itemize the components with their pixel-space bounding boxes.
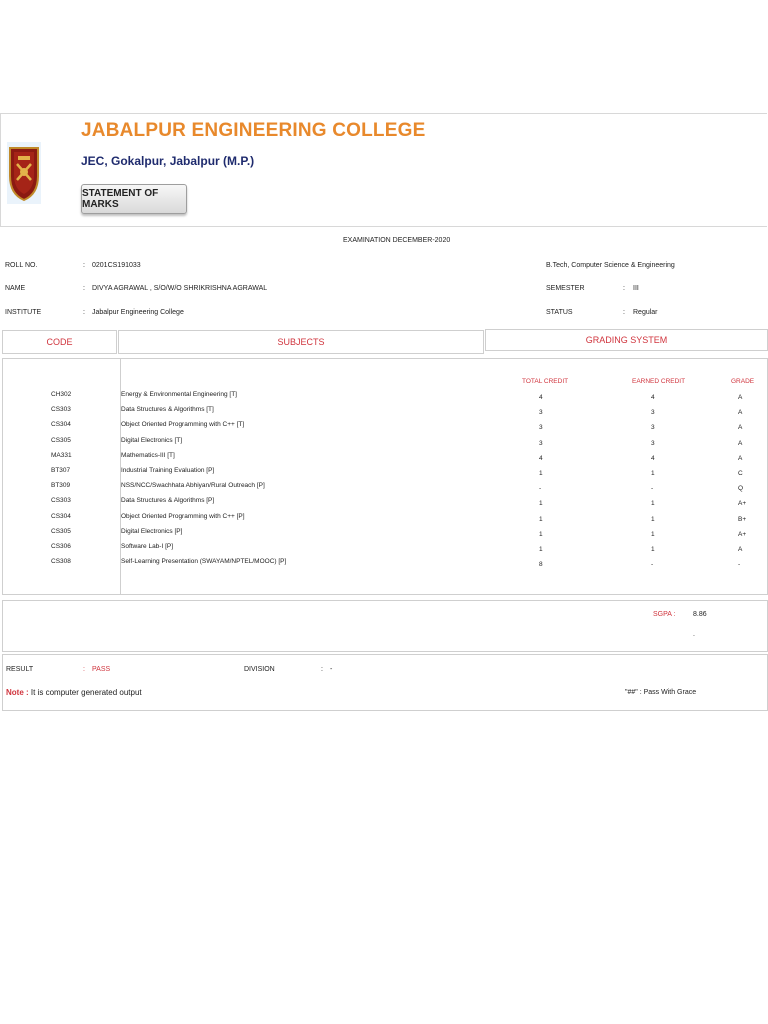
division-label: DIVISION [244,666,275,673]
sgpa-label: SGPA : [653,611,676,618]
grade: Q [738,485,744,493]
college-name: JABALPUR ENGINEERING COLLEGE [81,120,426,141]
result-section [2,654,768,711]
subject-code: BT307 [51,467,71,474]
subject-code: CS306 [51,543,71,550]
earned-credit: 1 [651,546,655,553]
note-label: Note : [6,688,29,697]
name-value: DIVYA AGRAWAL , S/O/W/O SHRIKRISHNA AGRAWAL [92,285,268,292]
marks-statement [0,113,768,710]
earned-credit: 1 [651,515,655,523]
grading-system-header: GRADING SYSTEM [485,329,768,351]
earned-credit: 3 [651,424,655,432]
grade: A [738,409,743,417]
subjects-header: SUBJECTS [118,330,484,354]
semester-sep: : [623,285,625,292]
grade: A+ [738,500,747,508]
subject-name: Software Lab-I [P] [121,543,174,550]
subject-code: CS305 [51,436,71,444]
grade: - [738,561,741,569]
subject-name: Data Structures & Algorithms [T] [121,406,214,414]
grade-header: GRADE [731,378,755,385]
institute-sep: : [83,309,85,316]
roll-label: ROLL NO. [5,262,38,269]
status-sep: : [623,309,625,316]
college-address: JEC, Gokalpur, Jabalpur (M.P.) [81,154,255,168]
subject-name: Industrial Training Evaluation [P] [121,467,215,474]
total-credit: 4 [539,454,543,462]
subject-name: Object Oriented Programming with C++ [T] [121,421,245,429]
total-credit: 3 [539,439,543,447]
sgpa-value: 8.86 [693,611,707,618]
subject-name: Digital Electronics [T] [121,436,183,444]
note-text: It is computer generated output [30,688,142,697]
grade: A [738,454,743,462]
total-credit: 1 [539,515,543,523]
grade: C [738,470,743,477]
roll-value: 0201CS191033 [92,262,141,269]
total-credit: 1 [539,470,543,477]
roll-sep: : [83,262,85,269]
earned-credit: 1 [651,500,655,508]
institute-label: INSTITUTE [5,309,42,316]
total-credit: 1 [539,546,543,553]
grade: A [738,439,743,447]
status-value: Regular [633,309,658,316]
subject-code: BT309 [51,482,71,490]
grade: A [738,546,743,553]
earned-credit: - [651,485,654,493]
semester-label: SEMESTER [546,285,585,292]
semester-value: III [633,285,639,292]
subject-name: Self-Learning Presentation (SWAYAM/NPTEL/MOOC) [P] [121,558,287,566]
total-credit: 1 [539,500,543,508]
earned-credit: 4 [651,454,655,462]
institute-value: Jabalpur Engineering College [92,309,184,316]
grade: A+ [738,530,747,538]
subject-code: CS304 [51,421,71,429]
total-credit-header: TOTAL CREDIT [522,378,569,385]
grade: A [738,394,743,401]
earned-credit: 3 [651,409,655,417]
earned-credit: 1 [651,530,655,538]
statement-of-marks-button[interactable]: STATEMENT OF MARKS [81,184,187,214]
subject-code: CS303 [51,406,71,414]
course-value: B.Tech, Computer Science & Engineering [546,262,675,269]
subject-name: Object Oriented Programming with C++ [P] [121,512,245,520]
total-credit: 3 [539,424,543,432]
subject-name: Mathematics-III [T] [121,451,175,459]
total-credit: - [539,485,542,493]
header [0,113,767,227]
result-label: RESULT [6,666,34,673]
subject-name: Data Structures & Algorithms [P] [121,497,215,505]
subject-name: Digital Electronics [P] [121,527,183,535]
sgpa-section [2,600,768,652]
subject-name: NSS/NCC/Swachhata Abhiyan/Rural Outreach [P] [121,482,265,490]
subject-code: CS303 [51,497,71,505]
subject-code: CS308 [51,558,71,566]
grade: A [738,424,743,432]
earned-credit: 3 [651,439,655,447]
earned-credit: - [651,561,654,569]
name-label: NAME [5,285,26,292]
sgpa-extra: . [693,631,695,638]
grade: B+ [738,515,747,523]
code-header: CODE [2,330,117,354]
earned-credit: 1 [651,470,655,477]
subject-code: CH302 [51,391,72,398]
college-crest-icon [7,142,41,204]
total-credit: 3 [539,409,543,417]
marks-table [2,358,768,595]
subject-code: MA331 [51,451,72,459]
earned-credit-header: EARNED CREDIT [632,378,686,385]
result-sep: : [83,666,85,673]
division-sep: : [321,666,323,673]
earned-credit: 4 [651,394,655,401]
total-credit: 8 [539,561,543,569]
grace-legend: "##" : Pass With Grace [625,689,697,696]
name-sep: : [83,285,85,292]
total-credit: 1 [539,530,543,538]
note [6,688,142,697]
subject-code: CS304 [51,512,71,520]
result-value: PASS [92,666,111,673]
exam-title: EXAMINATION DECEMBER-2020 [343,237,451,244]
subject-name: Energy & Environmental Engineering [T] [121,391,237,398]
total-credit: 4 [539,394,543,401]
status-label: STATUS [546,309,573,316]
subject-code: CS305 [51,527,71,535]
division-value: - [330,666,333,673]
